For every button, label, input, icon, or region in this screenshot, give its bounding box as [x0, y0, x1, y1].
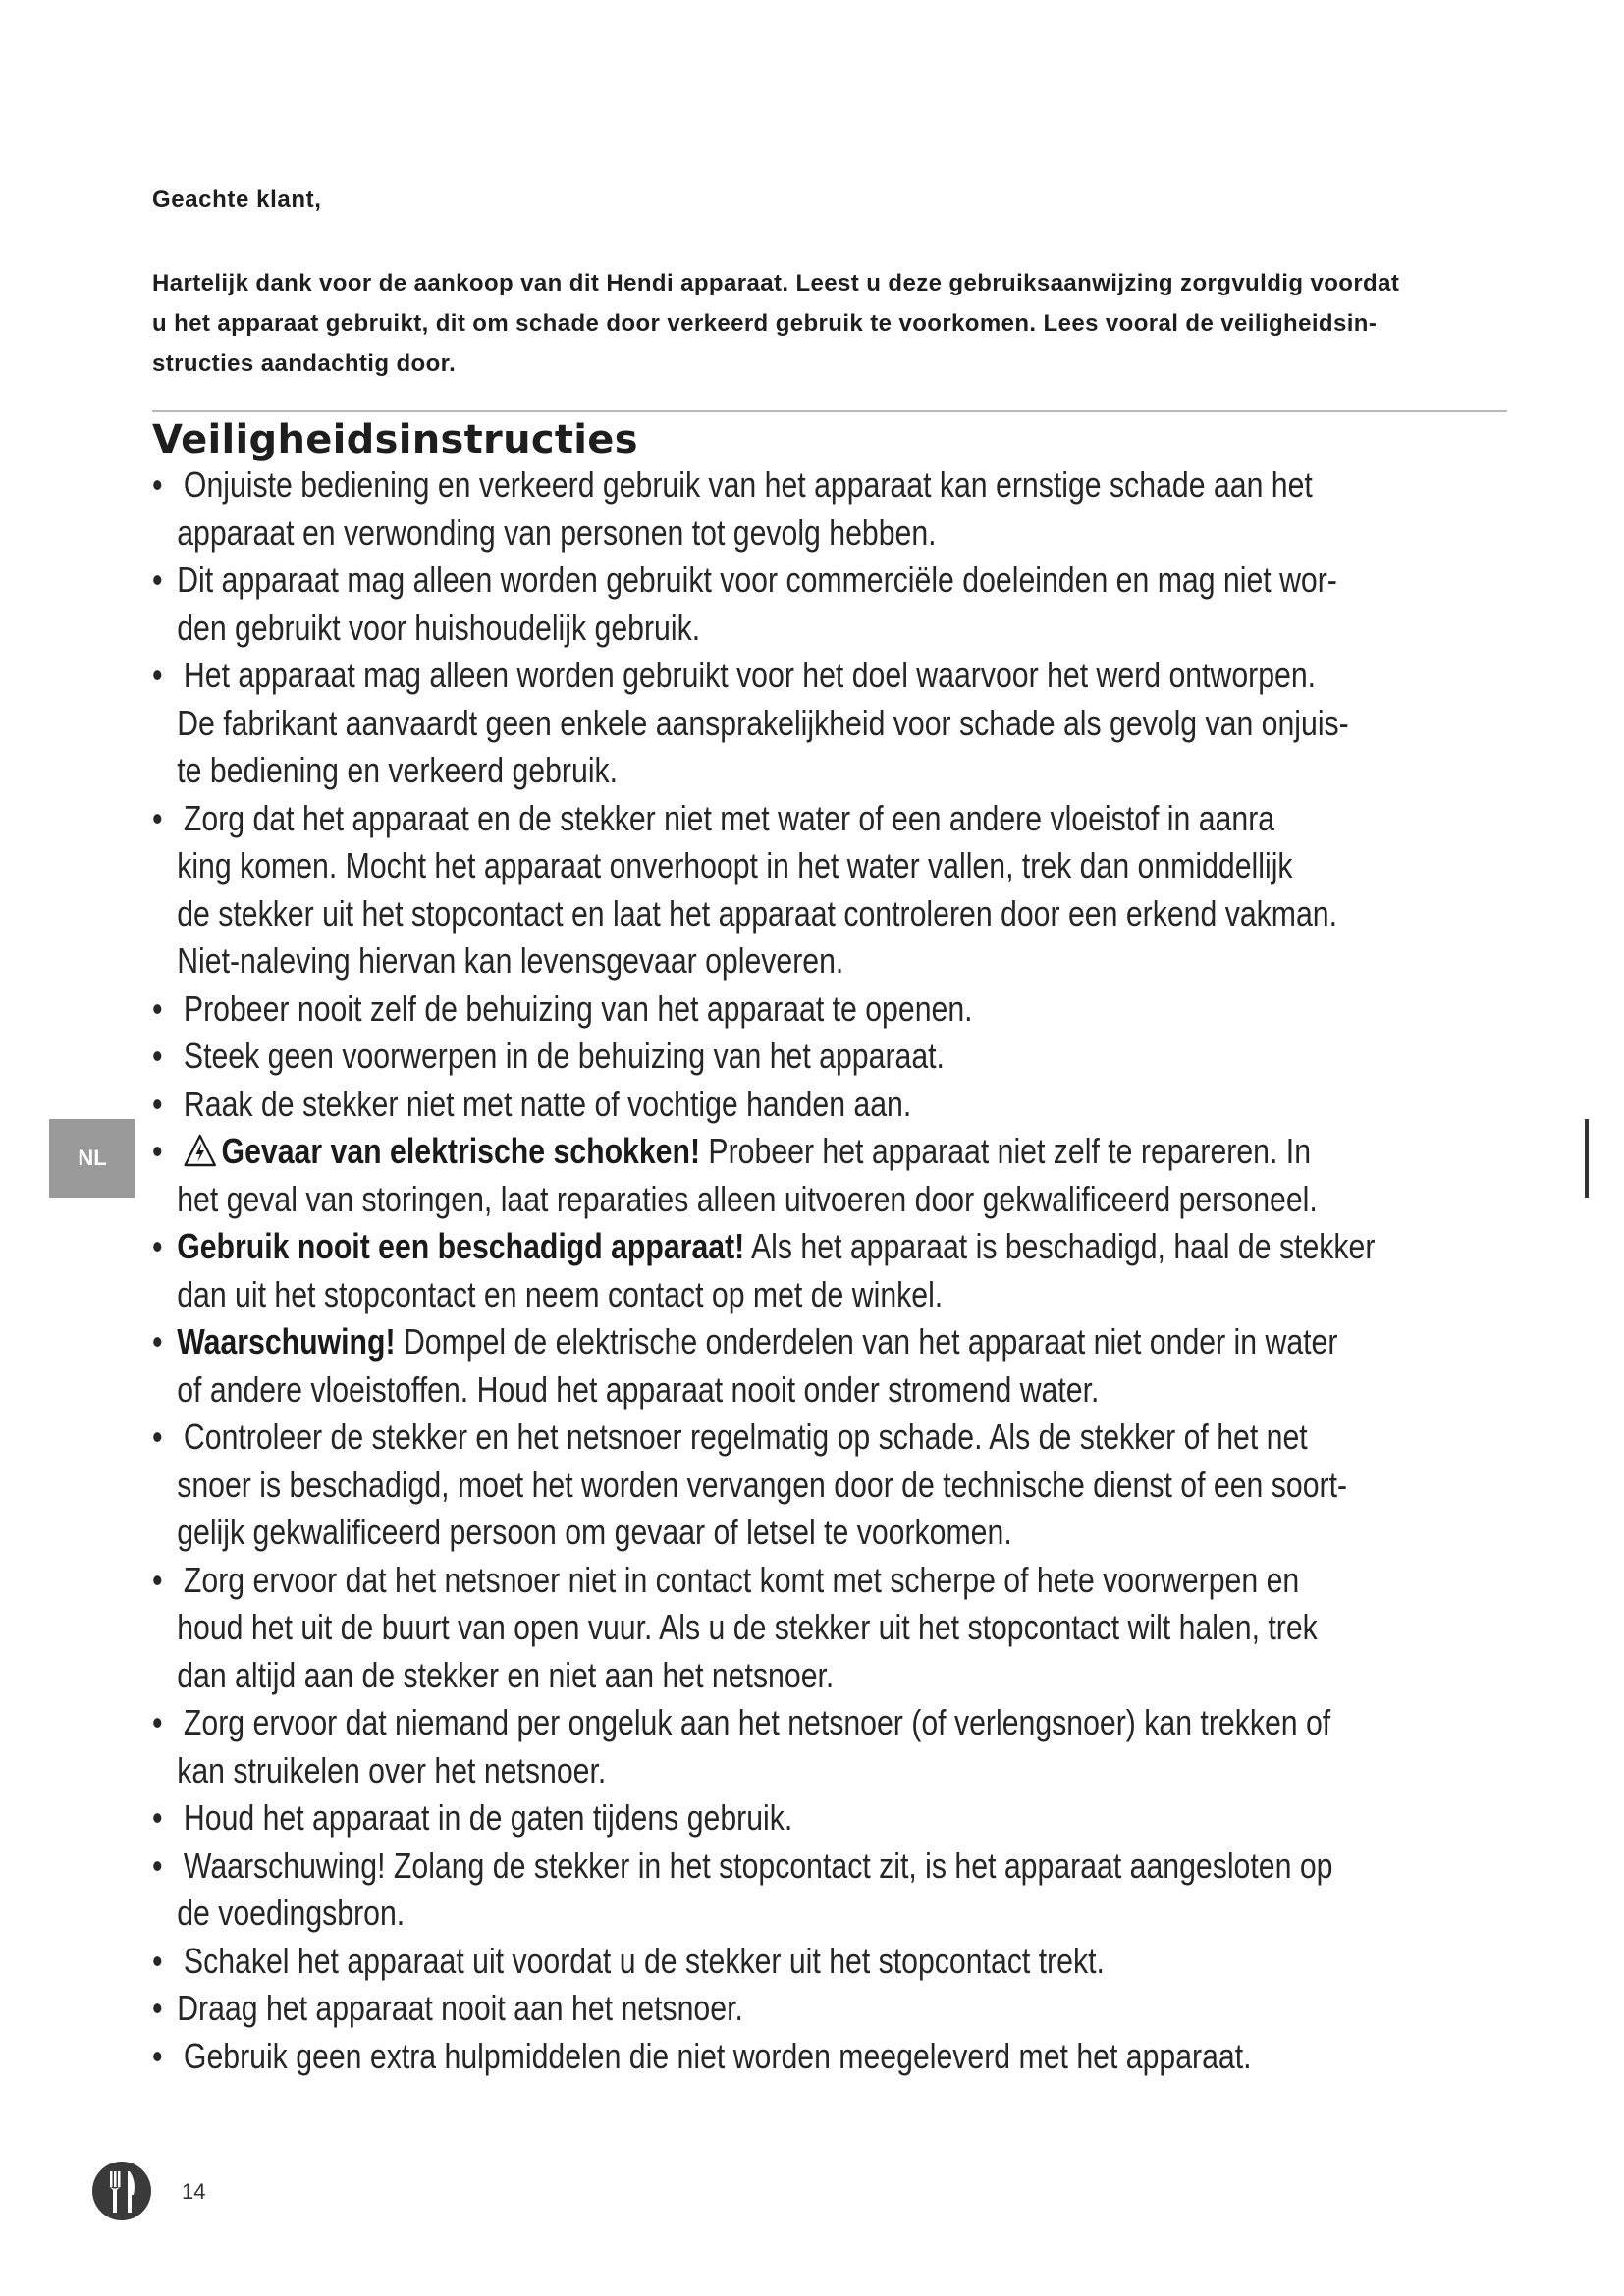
bullet: • [152, 1036, 163, 1076]
list-item [152, 1842, 1546, 1938]
electric-warning-icon [184, 1134, 217, 1167]
bullet: • [152, 1083, 163, 1124]
item-line: Zorg ervoor dat het netsnoer niet in contact komt met scherpe of hete voorwerpen en [183, 1559, 1300, 1600]
item-line [177, 1318, 1545, 1366]
list-item [152, 1414, 1546, 1557]
list-item [152, 1318, 1546, 1414]
bullet: • [152, 1940, 163, 1981]
bullet: • [152, 988, 163, 1029]
bullet: • [152, 1844, 163, 1886]
list-item [152, 1557, 1546, 1700]
item-line: Zorg dat het apparaat en de stekker niet met water of een andere vloeistof in aanra [183, 797, 1275, 838]
list-item [152, 1223, 1546, 1318]
item-line: Houd het apparaat in de gaten tijdens gebruik. [183, 1797, 793, 1838]
item-line: dan altijd aan de stekker en niet aan het netsnoer. [177, 1654, 835, 1695]
list-item [152, 652, 1546, 795]
item-line: Het apparaat mag alleen worden gebruikt voor het doel waarvoor het werd ontworpen. [183, 655, 1317, 695]
item-line: Schakel het apparaat uit voordat u de stekker uit het stopcontact trekt. [183, 1940, 1105, 1981]
section-title: Veiligheidsinstructies [152, 417, 638, 462]
item-line: het geval van storingen, laat reparaties alleen uitvoeren door gekwalificeerd personeel. [177, 1178, 1318, 1219]
bullet: • [152, 2035, 163, 2076]
intro-line: Hartelijk dank voor de aankoop van dit Hendi apparaat. Leest u deze gebruiksaanwijzing zorgvuldig voordat [152, 270, 1400, 296]
list-item [152, 1128, 1546, 1223]
page-number: 14 [182, 2179, 206, 2204]
warning-rest-text: Dompel de elektrische onderdelen van het apparaat niet onder in water [395, 1321, 1338, 1362]
item-line: de stekker uit het stopcontact en laat het apparaat controleren door een erkend vakman. [177, 892, 1337, 934]
page-edge-marker [1585, 1119, 1589, 1198]
list-item [152, 1699, 1546, 1794]
item-line [177, 1223, 1545, 1271]
warning-rest-text: Probeer het apparaat niet zelf te repareren. In [700, 1131, 1312, 1171]
list-item [152, 795, 1546, 986]
cutlery-logo-icon [90, 2160, 153, 2222]
language-tab: NL [49, 1119, 135, 1198]
bullet: • [152, 1702, 163, 1742]
intro-line: u het apparaat gebruikt, dit om schade door verkeerd gebruik te voorkomen. Lees vooral de veiligheidsin- [152, 310, 1378, 337]
warning-bold-text: Gevaar van elektrische schokken! [221, 1131, 701, 1171]
item-line: De fabrikant aanvaardt geen enkele aansprakelijkheid voor schade als gevolg van onjuis- [177, 702, 1349, 743]
item-line: de voedingsbron. [177, 1893, 406, 1933]
item-line: king komen. Mocht het apparaat onverhoopt in het water vallen, trek dan onmiddellijk [177, 845, 1293, 885]
bullet: • [152, 560, 163, 600]
item-line: Draag het apparaat nooit aan het netsnoer. [177, 1988, 743, 2028]
warning-rest-text: Als het apparaat is beschadigd, haal de stekker [744, 1226, 1376, 1266]
warning-bold-text: Waarschuwing! [177, 1321, 396, 1362]
list-item [152, 557, 1546, 652]
list-item [152, 1081, 1546, 1129]
item-line: den gebruikt voor huishoudelijk gebruik. [177, 607, 701, 648]
item-line: te bediening en verkeerd gebruik. [177, 750, 619, 790]
intro-line: structies aandachtig door. [152, 350, 457, 377]
safety-instructions-list [152, 461, 1546, 2080]
bullet: • [152, 1131, 163, 1171]
list-item [152, 2033, 1546, 2081]
item-line: of andere vloeistoffen. Houd het apparaat nooit onder stromend water. [177, 1368, 1100, 1410]
bullet: • [152, 464, 163, 505]
item-line: Probeer nooit zelf de behuizing van het apparaat te openen. [183, 988, 973, 1029]
item-line: Zorg ervoor dat niemand per ongeluk aan het netsnoer (of verlengsnoer) kan trekken of [183, 1702, 1331, 1742]
item-line [177, 1128, 1545, 1176]
list-item [152, 1794, 1546, 1842]
item-line: snoer is beschadigd, moet het worden vervangen door de technische dienst of een soort- [177, 1464, 1348, 1505]
list-item [152, 1033, 1546, 1081]
item-line: Raak de stekker niet met natte of vochtige handen aan. [183, 1083, 912, 1124]
item-line: kan struikelen over het netsnoer. [177, 1749, 607, 1790]
warning-bold-text: Gebruik nooit een beschadigd apparaat! [177, 1226, 745, 1266]
item-line: gelijk gekwalificeerd persoon om gevaar of letsel te voorkomen. [177, 1512, 1012, 1552]
bullet: • [152, 1416, 163, 1457]
bullet: • [152, 1988, 163, 2028]
bullet: • [152, 1559, 163, 1600]
item-line: Steek geen voorwerpen in de behuizing van het apparaat. [183, 1036, 945, 1076]
list-item [152, 1938, 1546, 1986]
intro-paragraph [152, 263, 1527, 384]
item-line: Onjuiste bediening en verkeerd gebruik van het apparaat kan ernstige schade aan het [183, 464, 1313, 505]
item-line: Waarschuwing! Zolang de stekker in het stopcontact zit, is het apparaat aangesloten op [183, 1844, 1333, 1886]
bullet: • [152, 1797, 163, 1838]
item-line: Dit apparaat mag alleen worden gebruikt voor commerciële doeleinden en mag niet wor- [177, 560, 1337, 600]
bullet: • [152, 1226, 163, 1266]
item-line: dan uit het stopcontact en neem contact op met de winkel. [177, 1273, 944, 1314]
item-line: apparaat en verwonding van personen tot gevolg hebben. [177, 511, 937, 553]
greeting: Geachte klant, [152, 187, 322, 213]
bullet: • [152, 797, 163, 838]
list-item [152, 1985, 1546, 2033]
item-line: Controleer de stekker en het netsnoer regelmatig op schade. Als de stekker of het net [183, 1416, 1308, 1457]
list-item [152, 461, 1546, 557]
list-item [152, 986, 1546, 1034]
item-line: Gebruik geen extra hulpmiddelen die niet worden meegeleverd met het apparaat. [183, 2035, 1252, 2076]
bullet: • [152, 655, 163, 695]
item-line: Niet-naleving hiervan kan levensgevaar opleveren. [177, 940, 844, 981]
item-line: houd het uit de buurt van open vuur. Als u de stekker uit het stopcontact wilt halen, trek [177, 1607, 1318, 1647]
bullet: • [152, 1321, 163, 1362]
